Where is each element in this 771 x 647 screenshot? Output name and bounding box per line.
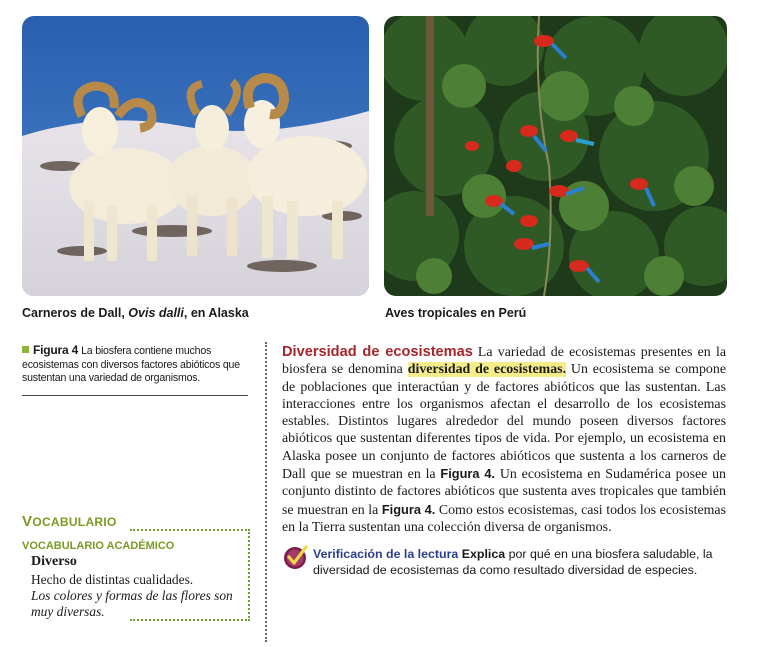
- figure-caption-text: La biosfera contiene muchos ecosistemas con diversos factores abióticos que sustentan una variedad de organismos.: [22, 345, 240, 384]
- academic-vocabulary-subtitle: VOCABULARIO ACADÉMICO: [22, 540, 175, 552]
- tropical-birds-photo: [384, 16, 727, 296]
- vocabulary-box: [22, 513, 252, 623]
- vocab-dotted-border: [248, 529, 250, 621]
- section-heading: Diversidad de ecosistemas: [282, 344, 473, 360]
- figure-caption-rule: [22, 395, 248, 396]
- highlighted-term: diversidad de ecosistemas.: [407, 362, 567, 378]
- figure-reference: Figura 4.: [381, 501, 436, 517]
- vocab-definition: Hecho de distintas cualidades.: [31, 572, 194, 587]
- figure-reference: Figura 4.: [440, 466, 496, 482]
- sheep-photo-caption: Carneros de Dall, Ovis dalli, en Alaska: [22, 306, 249, 320]
- reading-check-text: Verificación de la lectura Explica por qué en una biosfera saludable, la diversidad de ecosistemas da como resultado diversidad de especies.: [313, 547, 713, 577]
- column-divider: [265, 342, 267, 642]
- vocab-example: Los colores y formas de las flores son muy diversas.: [31, 588, 233, 619]
- dall-sheep-photo: [22, 16, 369, 296]
- vocab-term: Diverso: [31, 554, 77, 569]
- birds-photo-caption: Aves tropicales en Perú: [385, 306, 527, 320]
- figure-label: Figura 4: [33, 343, 79, 357]
- checkmark-icon: [282, 544, 308, 570]
- figure-caption: [22, 344, 246, 386]
- bullet-square-icon: [22, 346, 29, 353]
- vocab-dotted-border: [130, 529, 250, 531]
- reading-check-label: Verificación de la lectura: [313, 547, 459, 561]
- vocabulary-title: VOCABULARIO: [22, 513, 117, 530]
- dall-sheep-illustration: [22, 16, 369, 296]
- main-paragraph: Diversidad de ecosistemas La variedad de ecosistemas presentes en la biosfera se denomina diversidad de ecosistemas. Un ecosistema se compone de poblaciones que interactúan y de factores abióticos que las sustentan. Las interacciones entre los organismos afectan el desarrollo de los ecosistemas estables. Distintos lugares alrededor del mundo poseen diversos factores abióticos que sustentan diferentes tipos de vida. Por ejemplo, un ecosistema en Alaska posee un conjunto de factores abióticos que sustenta a los carneros de Dall que se muestran en la Figura 4. Un ecosistema en Sudamérica posee un conjunto distinto de factores abióticos que sustenta aves tropicales que también se muestran en la Figura 4. Como estos ecosistemas, casi todos los ecosistemas en la Tierra sustentan una colección diversa de organismos.: [282, 344, 726, 535]
- tropical-birds-illustration: [384, 16, 727, 296]
